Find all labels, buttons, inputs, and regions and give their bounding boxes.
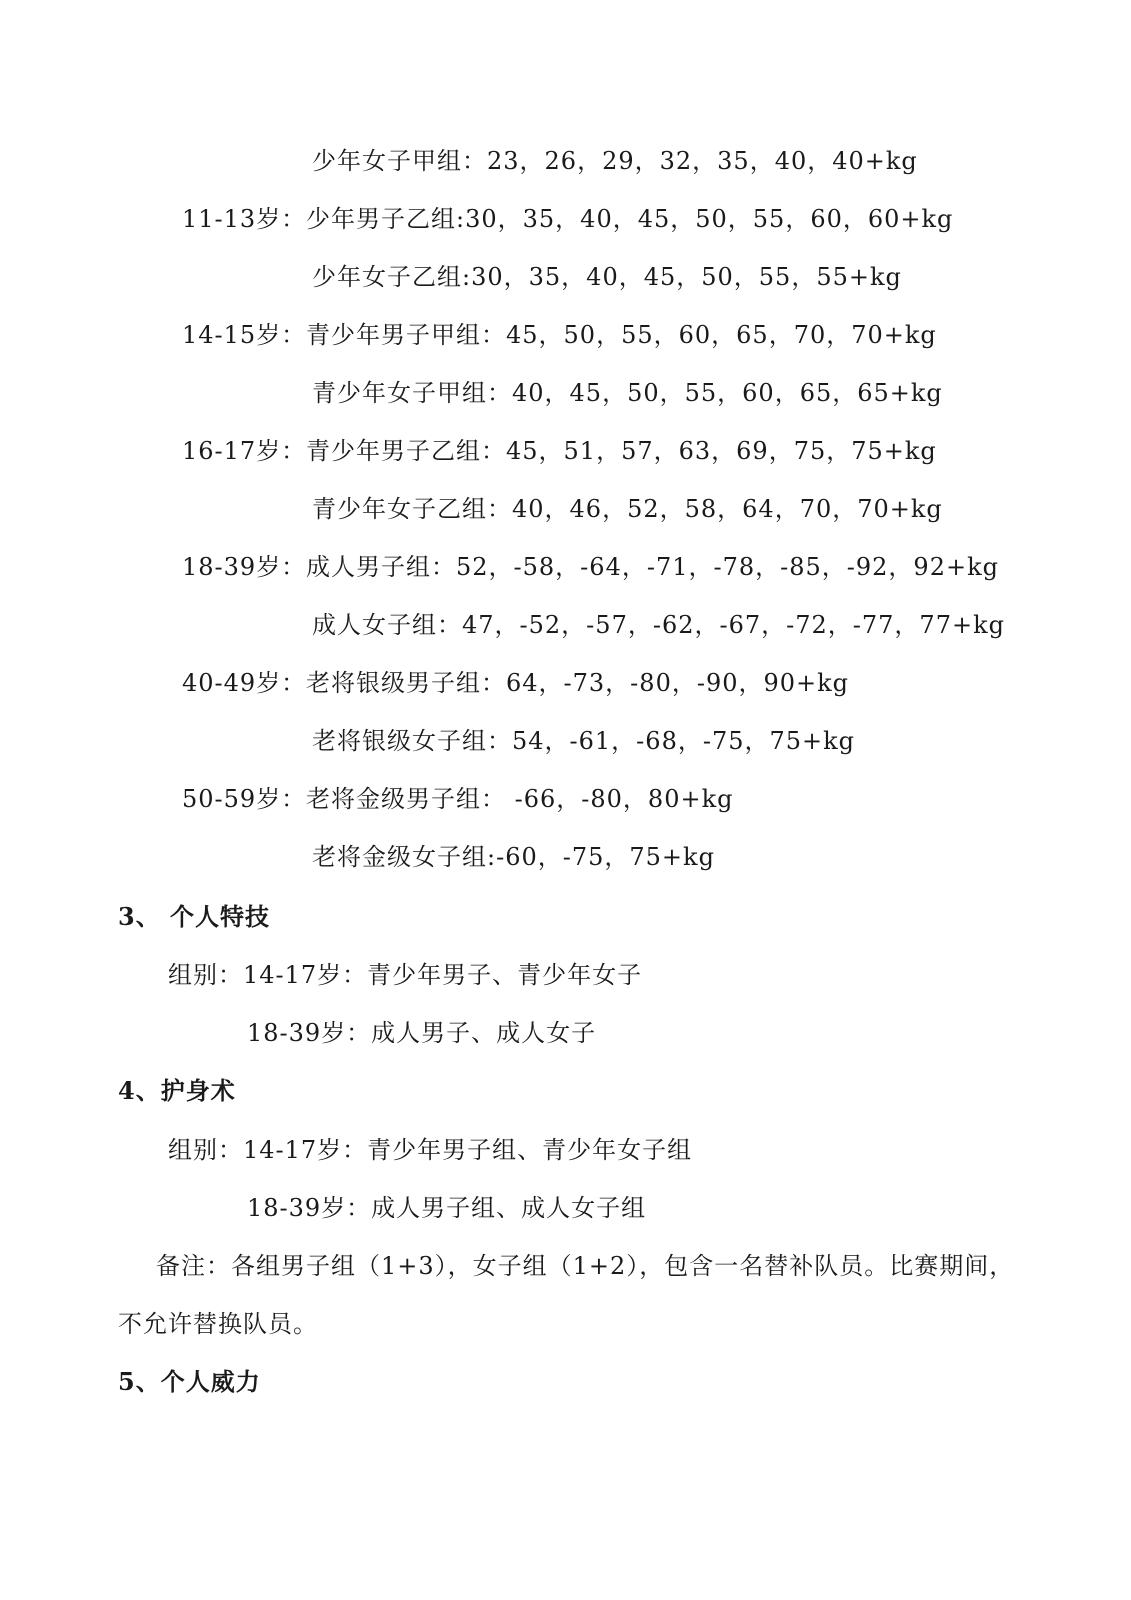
separator: ： (487, 379, 512, 407)
separator: ： (462, 147, 487, 175)
group-name: 老将银级女子组 (312, 727, 487, 755)
weight-class-row (312, 726, 855, 756)
section-3-group-line: 组别：14-17岁：青少年男子、青少年女子 (168, 961, 643, 989)
separator: ： (437, 611, 462, 639)
section-4-heading: 4、护身术 (118, 1076, 236, 1105)
class-list: 30，35，40，45，50，55，60，60+kg (465, 205, 954, 233)
section-4-group-line: 组别：14-17岁：青少年男子组、青少年女子组 (168, 1136, 693, 1164)
separator: ： (481, 785, 506, 813)
separator: ： (481, 321, 506, 349)
separator: ： (431, 553, 456, 581)
weight-class-row (182, 436, 937, 466)
class-list: 40，46，52，58，64，70，70+kg (512, 495, 943, 523)
weight-class-row (182, 668, 849, 698)
separator: ： (481, 437, 506, 465)
age-range: 14-15岁： (182, 321, 307, 349)
weight-class-row (312, 494, 943, 524)
group-name: 少年女子甲组 (312, 147, 462, 175)
group-name: 青少年男子乙组 (306, 437, 481, 465)
weight-class-row (312, 146, 918, 176)
weight-class-row (182, 320, 937, 350)
age-range: 16-17岁： (182, 437, 307, 465)
age-range: 18-39岁： (182, 553, 307, 581)
class-list: -60，-75，75+kg (496, 843, 715, 871)
separator: ： (487, 495, 512, 523)
separator: ： (481, 669, 506, 697)
weight-class-row (312, 610, 1005, 640)
group-name: 成人女子组 (312, 611, 437, 639)
weight-class-row (182, 552, 999, 582)
group-name: 青少年女子乙组 (312, 495, 487, 523)
separator: : (487, 843, 497, 871)
section-3-heading: 3、 个人特技 (118, 902, 271, 931)
weight-class-row (312, 262, 902, 292)
section-5-heading: 5、个人威力 (118, 1367, 261, 1396)
class-list: 64，-73，-80，-90，90+kg (506, 669, 850, 697)
group-name: 少年女子乙组 (312, 263, 462, 291)
separator: ： (487, 727, 512, 755)
group-name: 老将金级女子组 (312, 843, 487, 871)
weight-class-row (182, 784, 733, 814)
class-list: 45，51，57，63，69，75，75+kg (506, 437, 937, 465)
group-name: 少年男子乙组 (306, 205, 456, 233)
group-name: 老将金级男子组 (306, 785, 481, 813)
weight-class-row (182, 204, 953, 234)
group-name: 成人男子组 (306, 553, 431, 581)
class-list: 40，45，50，55，60，65，65+kg (512, 379, 943, 407)
group-name: 青少年男子甲组 (306, 321, 481, 349)
age-range: 11-13岁： (182, 205, 307, 233)
class-list: 23，26，29，32，35，40，40+kg (487, 147, 918, 175)
class-list: 30，35，40，45，50，55，55+kg (471, 263, 902, 291)
class-list: -66，-80，80+kg (506, 785, 734, 813)
section-3-group-line: 18-39岁：成人男子、成人女子 (247, 1019, 597, 1047)
group-name: 青少年女子甲组 (312, 379, 487, 407)
weight-class-row (312, 842, 715, 872)
age-range: 50-59岁： (182, 785, 307, 813)
section-4-note-continued: 不允许替换队员。 (118, 1310, 318, 1338)
separator: : (462, 263, 472, 291)
class-list: 45，50，55，60，65，70，70+kg (506, 321, 937, 349)
class-list: 47，-52，-57，-62，-67，-72，-77，77+kg (462, 611, 1005, 639)
age-range: 40-49岁： (182, 669, 307, 697)
separator: : (456, 205, 466, 233)
group-name: 老将银级男子组 (306, 669, 481, 697)
class-list: 52，-58，-64，-71，-78，-85，-92，92+kg (456, 553, 999, 581)
class-list: 54，-61，-68，-75，75+kg (512, 727, 856, 755)
section-4-group-line: 18-39岁：成人男子组、成人女子组 (247, 1194, 647, 1222)
weight-class-row (312, 378, 943, 408)
section-4-note: 备注：各组男子组（1+3），女子组（1+2），包含一名替补队员。比赛期间， (156, 1252, 1015, 1280)
